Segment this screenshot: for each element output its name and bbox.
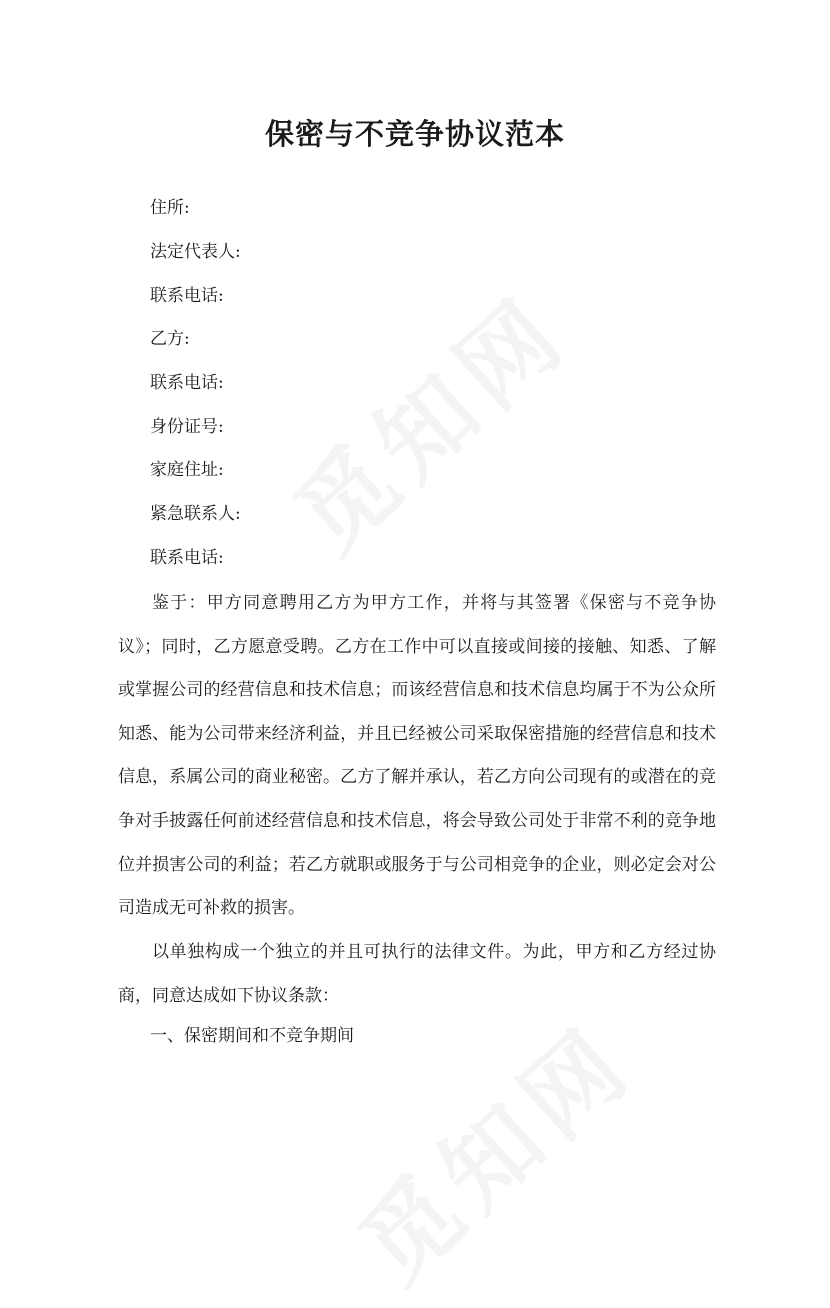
field-phone-a: 联系电话:	[150, 286, 224, 306]
agreement-paragraph: 以单独构成一个独立的并且可执行的法律文件。为此，甲方和乙方经过协商，同意达成如下协议条款：	[118, 942, 716, 1006]
field-id-number: 身份证号:	[150, 417, 224, 437]
document-title: 保密与不竞争协议范本	[264, 117, 565, 151]
field-home-address: 家庭住址:	[150, 460, 224, 480]
field-emergency-contact: 紧急联系人:	[150, 504, 241, 524]
watermark	[326, 989, 658, 1308]
field-party-b: 乙方:	[150, 329, 190, 349]
recital-paragraph: 鉴于：甲方同意聘用乙方为甲方工作，并将与其签署《保密与不竞争协议》；同时，乙方愿意受聘。乙方在工作中可以直接或间接的接触、知悉、了解或掌握公司的经营信息和技术信息；而该经营信息和技术信息均属于不为公众所知悉、能为公司带来经济利益，并且已经被公司采取保密措施的经营信息和技术信息，系属公司的商业秘密。乙方了解并承认，若乙方向公司现有的或潜在的竞争对手披露任何前述经营信息和技术信息，将会导致公司处于非常不利的竞争地位并损害公司的利益；若乙方就职或服务于与公司相竞争的企业，则必定会对公司造成无可补救的损害。	[118, 593, 716, 919]
field-legal-representative: 法定代表人:	[150, 242, 241, 262]
field-emergency-phone: 联系电话:	[150, 548, 224, 568]
watermark	[261, 259, 593, 578]
field-phone-b: 联系电话:	[150, 373, 224, 393]
section-heading: 一、保密期间和不竞争期间	[150, 1026, 354, 1046]
field-address: 住所:	[150, 198, 190, 218]
